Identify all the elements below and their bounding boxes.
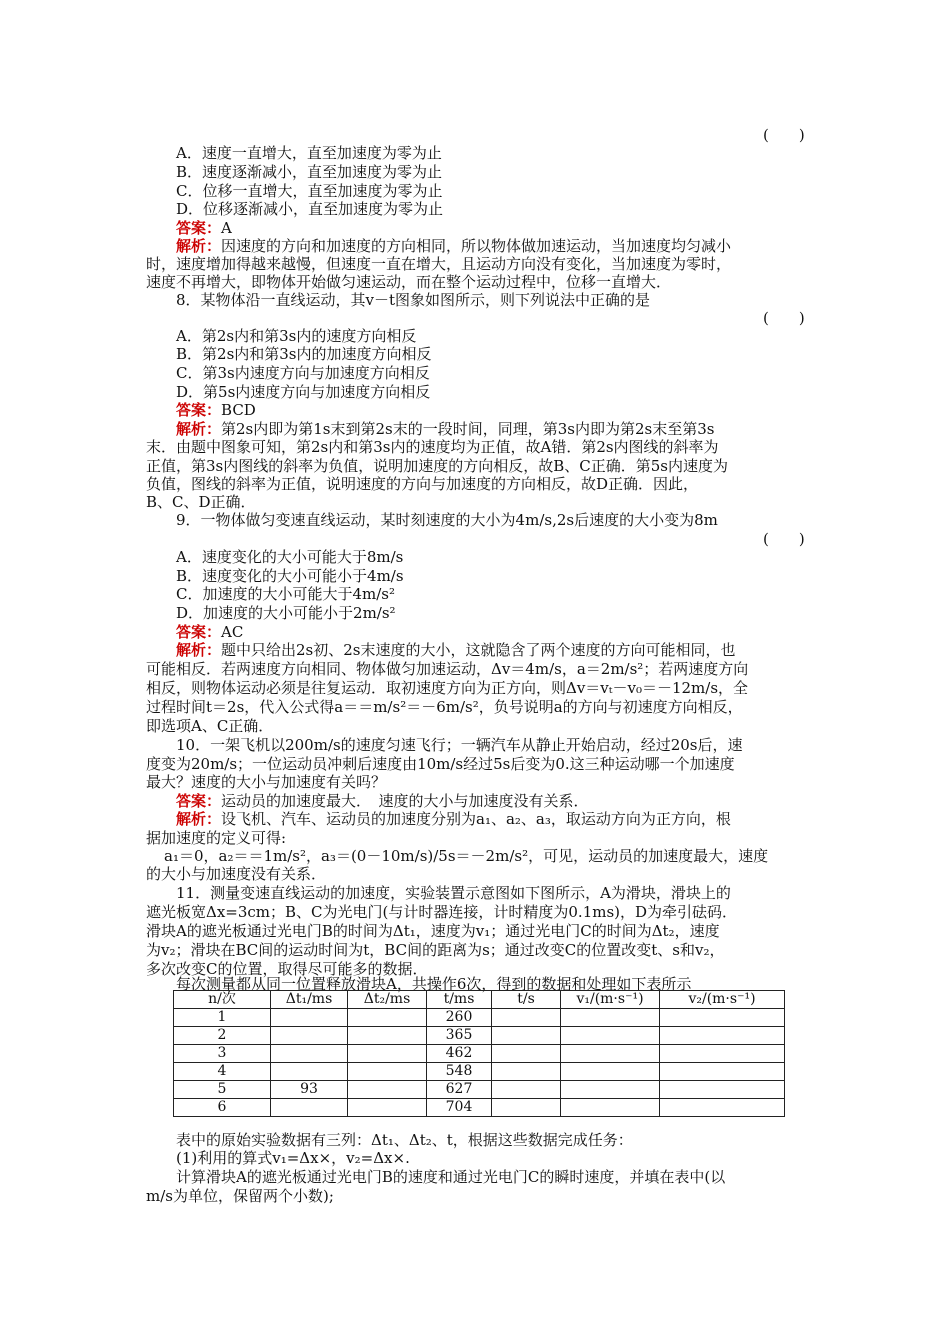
table-row: [174, 1063, 785, 1081]
table-cell: [561, 1063, 660, 1081]
answer-label: 答案：: [176, 401, 222, 419]
table-cell: [492, 1009, 561, 1027]
table-cell: 6: [174, 1099, 271, 1117]
analysis-label: 解析：: [176, 641, 222, 659]
column-header: Δt₂/ms: [348, 991, 427, 1009]
column-header: t/s: [492, 991, 561, 1009]
table-row: [174, 1009, 785, 1027]
q11-stem-line-4: 为v₂；滑块在BC间的运动时间为t，BC间的距离为s；通过改变C的位置改变t、s和v₂，: [146, 941, 725, 959]
q11-stem-line-6: 每次测量都从同一位置释放滑块A，共操作6次，得到的数据和处理如下表所示: [176, 975, 692, 993]
table-cell: [660, 1009, 785, 1027]
analysis-label: 解析：: [176, 420, 222, 438]
table-cell: [271, 1099, 348, 1117]
table-row: [174, 1045, 785, 1063]
answer-label: 答案：: [176, 623, 222, 641]
table-cell: [561, 1099, 660, 1117]
q9-option-b: B．速度变化的大小可能小于4m/s: [176, 567, 404, 585]
table-cell: [348, 1027, 427, 1045]
table-cell: [348, 1045, 427, 1063]
q8-analysis-line-1: [176, 420, 714, 438]
table-cell: [348, 1081, 427, 1099]
table-cell: [660, 1027, 785, 1045]
q10-analysis-line-2: 据加速度的定义可得:: [146, 829, 287, 847]
analysis-label: 解析：: [176, 237, 222, 255]
q8-analysis-line-4: 负值，图线的斜率为正值，说明速度的方向与加速度的方向相反，故D正确．因此，: [146, 475, 699, 493]
table-cell: [271, 1027, 348, 1045]
table-cell: [660, 1081, 785, 1099]
analysis-label: 解析：: [176, 810, 222, 828]
q9-analysis-line-1: [176, 641, 736, 659]
table-cell: [660, 1045, 785, 1063]
analysis-text: 题中只给出2s初、2s末速度的大小，这就隐含了两个速度的方向可能相同，也: [221, 641, 736, 659]
table-cell: [561, 1027, 660, 1045]
q10-answer: [176, 792, 589, 810]
q9-stem: 9．一物体做匀变速直线运动，某时刻速度的大小为4m/s,2s后速度的大小变为8m: [176, 511, 718, 529]
table-cell: [492, 1027, 561, 1045]
analysis-text: 第2s内即为第1s末到第2s末的一段时间，同理，第3s内即为第2s末至第3s: [221, 420, 715, 438]
column-header: v₂/(m·s⁻¹): [660, 991, 785, 1009]
q8-answer: [176, 401, 256, 419]
answer-value: AC: [221, 623, 244, 641]
q11-stem-line-3: 滑块A的遮光板通过光电门B的时间为Δt₁，速度为v₁；通过光电门C的时间为Δt₂，速度: [146, 922, 720, 940]
q11-stem-line-5: 多次改变C的位置，取得尽可能多的数据．: [146, 960, 428, 978]
q7-option-d: D．位移逐渐减小，直至加速度为零为止: [176, 200, 444, 218]
table-row: [174, 1027, 785, 1045]
table-row: [174, 1081, 785, 1099]
analysis-text: 因速度的方向和加速度的方向相同，所以物体做加速运动，当加速度均匀减小: [221, 237, 732, 255]
table-cell: [561, 1009, 660, 1027]
q8-answer-paren: ( ): [763, 309, 805, 327]
table-row: [174, 1099, 785, 1117]
q7-answer: [176, 219, 232, 237]
q11-after-line-4: m/s为单位，保留两个小数);: [146, 1187, 334, 1205]
table-cell: 704: [427, 1099, 492, 1117]
answer-value: 运动员的加速度最大． 速度的大小与加速度没有关系．: [221, 792, 589, 810]
q7-option-c: C．位移一直增大，直至加速度为零为止: [176, 182, 443, 200]
table-cell: [348, 1009, 427, 1027]
q11-stem-line-2: 遮光板宽Δx=3cm；B、C为光电门(与计时器连接，计时精度为0.1ms)，D为牵引砝码．: [146, 903, 738, 921]
q8-analysis-line-5: B、C、D正确．: [146, 493, 256, 511]
q9-option-a: A．速度变化的大小可能大于8m/s: [176, 548, 404, 566]
column-header: v₁/(m·s⁻¹): [561, 991, 660, 1009]
q9-analysis-line-2: 可能相反．若两速度方向相同、物体做匀加速运动，Δv＝4m/s，a＝2m/s²；若两速度方向: [146, 660, 749, 678]
q9-option-d: D．加速度的大小可能小于2m/s²: [176, 604, 396, 622]
q9-analysis-line-4: 过程时间t＝2s，代入公式得a＝＝m/s²＝－6m/s²，负号说明a的方向与初速度方向相反，: [146, 698, 743, 716]
q10-stem-line-3: 最大？速度的大小与加速度有关吗？: [146, 773, 387, 791]
q11-data-table: [173, 990, 785, 1117]
q11-after-line-3: 计算滑块A的遮光板通过光电门B的速度和通过光电门C的瞬时速度，并填在表中(以: [176, 1168, 726, 1186]
column-header: t/ms: [427, 991, 492, 1009]
q8-option-d: D．第5s内速度方向与加速度方向相反: [176, 383, 431, 401]
q9-answer: [176, 623, 243, 641]
q8-option-c: C．第3s内速度方向与加速度方向相反: [176, 364, 430, 382]
q9-option-c: C．加速度的大小可能大于4m/s²: [176, 585, 396, 603]
answer-value: BCD: [221, 401, 256, 419]
q8-analysis-line-2: 末．由题中图象可知，第2s内和第3s内的速度均为正值，故A错．第2s内图线的斜率为: [146, 438, 719, 456]
q10-analysis-line-1: [176, 810, 731, 828]
q7-analysis-line-2: 时，速度增加得越来越慢，但速度一直在增大，且运动方向没有变化，当加速度为零时，: [146, 255, 732, 273]
answer-label: 答案：: [176, 219, 222, 237]
column-header: n/次: [174, 991, 271, 1009]
q11-stem-line-1: 11．测量变速直线运动的加速度，实验装置示意图如下图所示，A为滑块，滑块上的: [176, 884, 731, 902]
table-cell: 462: [427, 1045, 492, 1063]
q8-option-b: B．第2s内和第3s内的加速度方向相反: [176, 345, 432, 363]
table-cell: [492, 1099, 561, 1117]
table-cell: [348, 1099, 427, 1117]
q10-stem-line-1: 10．一架飞机以200m/s的速度匀速飞行；一辆汽车从静止开始启动，经过20s后，速: [176, 736, 743, 754]
q10-analysis-line-4: 的大小与加速度没有关系．: [146, 865, 327, 883]
q8-option-a: A．第2s内和第3s内的速度方向相反: [176, 327, 417, 345]
answer-label: 答案：: [176, 792, 222, 810]
table-cell: 2: [174, 1027, 271, 1045]
table-cell: 627: [427, 1081, 492, 1099]
table-cell: [660, 1063, 785, 1081]
q11-after-line-1: 表中的原始实验数据有三列：Δt₁、Δt₂、t，根据这些数据完成任务：: [176, 1131, 633, 1149]
table-cell: 5: [174, 1081, 271, 1099]
table-cell: 93: [271, 1081, 348, 1099]
q8-analysis-line-3: 正值，第3s内图线的斜率为负值，说明加速度的方向相反，故B、C正确．第5s内速度为: [146, 457, 728, 475]
table-cell: [561, 1045, 660, 1063]
table-cell: 365: [427, 1027, 492, 1045]
q11-after-line-2: (1)利用的算式v₁=Δx×，v₂=Δx×.: [176, 1149, 410, 1167]
q10-stem-line-2: 度变为20m/s；一位运动员冲刺后速度由10m/s经过5s后变为0.这三种运动哪一个加速度: [146, 755, 735, 773]
q8-stem: 8．某物体沿一直线运动，其v－t图象如图所示，则下列说法中正确的是: [176, 291, 651, 309]
table-cell: [348, 1063, 427, 1081]
table-cell: [492, 1081, 561, 1099]
table-cell: [561, 1081, 660, 1099]
table-cell: [660, 1099, 785, 1117]
table-cell: [271, 1045, 348, 1063]
q7-option-b: B．速度逐渐减小，直至加速度为零为止: [176, 163, 443, 181]
table-cell: 1: [174, 1009, 271, 1027]
q7-option-a: A．速度一直增大，直至加速度为零为止: [176, 144, 442, 162]
analysis-text: 设飞机、汽车、运动员的加速度分别为a₁、a₂、a₃，取运动方向为正方向，根: [221, 810, 731, 828]
table-cell: [492, 1045, 561, 1063]
table-cell: 260: [427, 1009, 492, 1027]
column-header: Δt₁/ms: [271, 991, 348, 1009]
q7-analysis-line-3: 速度不再增大，即物体开始做匀速运动，而在整个运动过程中，位移一直增大．: [146, 273, 672, 291]
q9-answer-paren: ( ): [763, 530, 805, 548]
q7-answer-paren: ( ): [763, 126, 805, 144]
answer-value: A: [221, 219, 232, 237]
q9-analysis-line-5: 即选项A、C正确．: [146, 717, 274, 735]
table-cell: 4: [174, 1063, 271, 1081]
table-header-row: [174, 991, 785, 1009]
q9-analysis-line-3: 相反，则物体运动必须是往复运动．取初速度方向为正方向，则Δv＝vₜ－v₀＝－12m/s，全: [146, 679, 749, 697]
table-cell: 3: [174, 1045, 271, 1063]
table-cell: [271, 1009, 348, 1027]
table-cell: [271, 1063, 348, 1081]
table-cell: [492, 1063, 561, 1081]
q7-analysis-line-1: [176, 237, 731, 255]
table-cell: 548: [427, 1063, 492, 1081]
q10-analysis-line-3: a₁＝0，a₂＝＝1m/s²，a₃＝(0－10m/s)/5s＝－2m/s²，可见，运动员的加速度最大，速度: [164, 847, 769, 865]
